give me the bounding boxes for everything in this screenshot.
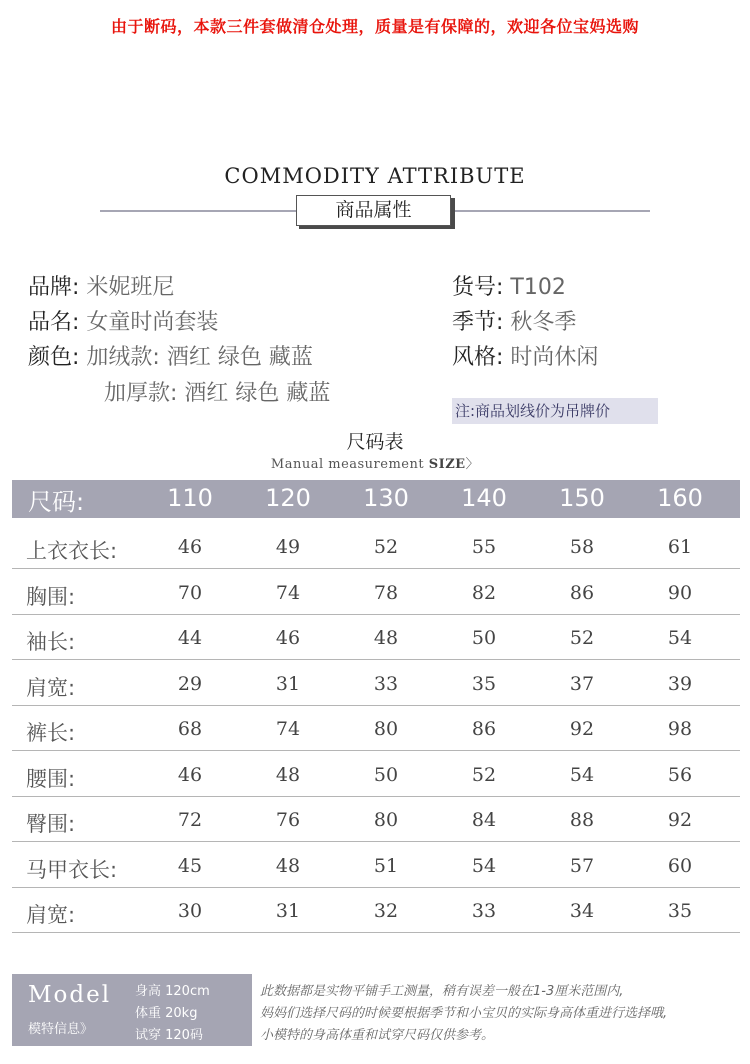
table-cell: 98 (667, 718, 693, 740)
disclaimer-line: 妈妈们选择尺码的时候要根据季节和小宝贝的实际身高体重进行选择哦, (260, 1006, 668, 1021)
row-label: 裤长: (26, 721, 76, 745)
attribute-title-box (296, 195, 456, 230)
table-row (12, 524, 740, 569)
table-cell: 52 (373, 536, 399, 558)
row-label: 肩宽: (26, 903, 76, 927)
color-row-2 (104, 376, 330, 407)
size-subtitle-arrow: 〉 (465, 457, 480, 472)
table-cell: 46 (177, 536, 203, 558)
sku-label: 货号: (452, 275, 504, 300)
table-cell: 39 (667, 672, 693, 695)
table-cell: 32 (373, 900, 399, 922)
style-label: 风格: (452, 345, 504, 370)
model-box (12, 974, 252, 1046)
table-cell: 31 (275, 900, 301, 922)
sku-row (452, 270, 566, 301)
row-label: 肩宽: (26, 675, 76, 700)
style-value: 时尚休闲 (510, 345, 599, 370)
table-cell: 60 (667, 854, 693, 877)
table-cell: 34 (569, 900, 595, 922)
color-label: 颜色: (28, 345, 80, 370)
size-chart-title: 尺码表 (346, 431, 404, 453)
table-cell: 68 (177, 718, 203, 740)
table-cell: 30 (177, 900, 203, 922)
size-header-cell: 160 (657, 484, 703, 512)
table-cell: 54 (471, 854, 497, 877)
table-cell: 48 (275, 854, 301, 877)
clearance-notice: 由于断码，本款三件套做清仓处理，质量是有保障的，欢迎各位宝妈选购 (110, 17, 639, 36)
table-cell: 54 (569, 763, 595, 786)
table-cell: 37 (569, 672, 595, 695)
row-label: 腰围: (26, 766, 76, 791)
size-header-cell: 130 (363, 484, 409, 512)
color-value-thick: 加厚款: 酒红 绿色 藏蓝 (104, 381, 331, 406)
table-cell: 86 (569, 581, 595, 604)
table-cell: 29 (177, 672, 203, 695)
table-cell: 78 (373, 581, 399, 604)
table-cell: 92 (667, 809, 693, 831)
table-cell: 86 (471, 718, 497, 740)
table-cell: 48 (275, 763, 301, 786)
color-value-fleece: 加绒款: 酒红 绿色 藏蓝 (86, 345, 313, 370)
attribute-title-en: COMMODITY ATTRIBUTE (224, 164, 526, 188)
table-cell: 90 (667, 581, 693, 604)
table-cell: 76 (275, 809, 301, 831)
table-row (12, 797, 740, 842)
model-info-label: 模特信息》 (28, 1022, 94, 1037)
table-cell: 58 (569, 536, 595, 558)
size-header-label: 尺码: (28, 488, 85, 516)
table-cell: 51 (373, 854, 399, 877)
size-header-cell: 120 (265, 484, 311, 512)
size-chart-subtitle (0, 453, 750, 472)
table-cell: 88 (569, 809, 595, 831)
table-cell: 45 (177, 854, 203, 877)
row-label: 马甲衣长: (26, 857, 118, 882)
table-cell: 35 (667, 900, 693, 922)
product-name-label: 品名: (28, 310, 80, 335)
table-cell: 56 (667, 763, 693, 786)
price-note: 注:商品划线价为吊牌价 (452, 398, 658, 424)
model-tried-size: 试穿 120码 (135, 1028, 203, 1043)
table-cell: 33 (373, 672, 399, 695)
table-cell: 50 (373, 763, 399, 786)
table-cell: 74 (275, 718, 301, 740)
table-cell: 72 (177, 809, 203, 831)
model-word: Model (28, 982, 112, 1008)
brand-value: 米妮班尼 (86, 275, 175, 300)
brand-label: 品牌: (28, 275, 80, 300)
size-header-cell: 110 (167, 484, 213, 512)
size-subtitle-bold: SIZE (428, 457, 466, 472)
product-name-row (28, 305, 218, 336)
table-row (12, 706, 740, 751)
color-row (28, 340, 313, 371)
table-cell: 35 (471, 672, 497, 695)
disclaimer-line: 小模特的身高体重和试穿尺码仅供参考。 (260, 1028, 495, 1043)
table-cell: 46 (275, 627, 301, 649)
table-cell: 70 (177, 581, 203, 604)
season-value: 秋冬季 (510, 310, 577, 335)
table-cell: 44 (177, 627, 203, 649)
table-cell: 49 (275, 536, 301, 558)
size-header-cell: 140 (461, 484, 507, 512)
season-label: 季节: (452, 310, 504, 335)
table-cell: 50 (471, 627, 497, 649)
table-cell: 80 (373, 809, 399, 831)
style-row (452, 340, 598, 371)
table-cell: 55 (471, 536, 497, 558)
table-cell: 33 (471, 900, 497, 922)
table-row (12, 661, 740, 706)
disclaimer-line: 此数据都是实物平铺手工测量，稍有误差一般在1-3厘米范围内, (260, 984, 624, 999)
table-cell: 52 (569, 627, 595, 649)
table-cell: 48 (373, 627, 399, 649)
brand-row (28, 270, 174, 301)
table-row (12, 615, 740, 660)
table-cell: 54 (667, 627, 693, 649)
table-cell: 61 (667, 536, 693, 558)
table-cell: 92 (569, 718, 595, 740)
table-cell: 74 (275, 581, 301, 604)
table-row (12, 570, 740, 615)
table-cell: 57 (569, 854, 595, 877)
table-cell: 84 (471, 809, 497, 831)
sku-value: T102 (510, 275, 566, 300)
model-weight: 体重 20kg (135, 1006, 198, 1021)
table-row (12, 752, 740, 797)
row-label: 袖长: (26, 630, 76, 654)
table-cell: 31 (275, 672, 301, 695)
row-label: 上衣衣长: (26, 539, 118, 563)
row-label: 臀围: (26, 812, 76, 836)
size-header-bar (12, 480, 740, 518)
table-cell: 52 (471, 763, 497, 786)
product-name-value: 女童时尚套装 (86, 310, 219, 335)
size-header-cell: 150 (559, 484, 605, 512)
table-cell: 80 (373, 718, 399, 740)
attribute-title-cn: 商品属性 (296, 195, 451, 226)
size-subtitle-prefix: Manual measurement (270, 457, 429, 472)
model-height: 身高 120cm (135, 984, 210, 999)
table-cell: 46 (177, 763, 203, 786)
table-row (12, 888, 740, 933)
table-row (12, 843, 740, 888)
table-cell: 82 (471, 581, 497, 604)
season-row (452, 305, 576, 336)
row-label: 胸围: (26, 584, 76, 609)
